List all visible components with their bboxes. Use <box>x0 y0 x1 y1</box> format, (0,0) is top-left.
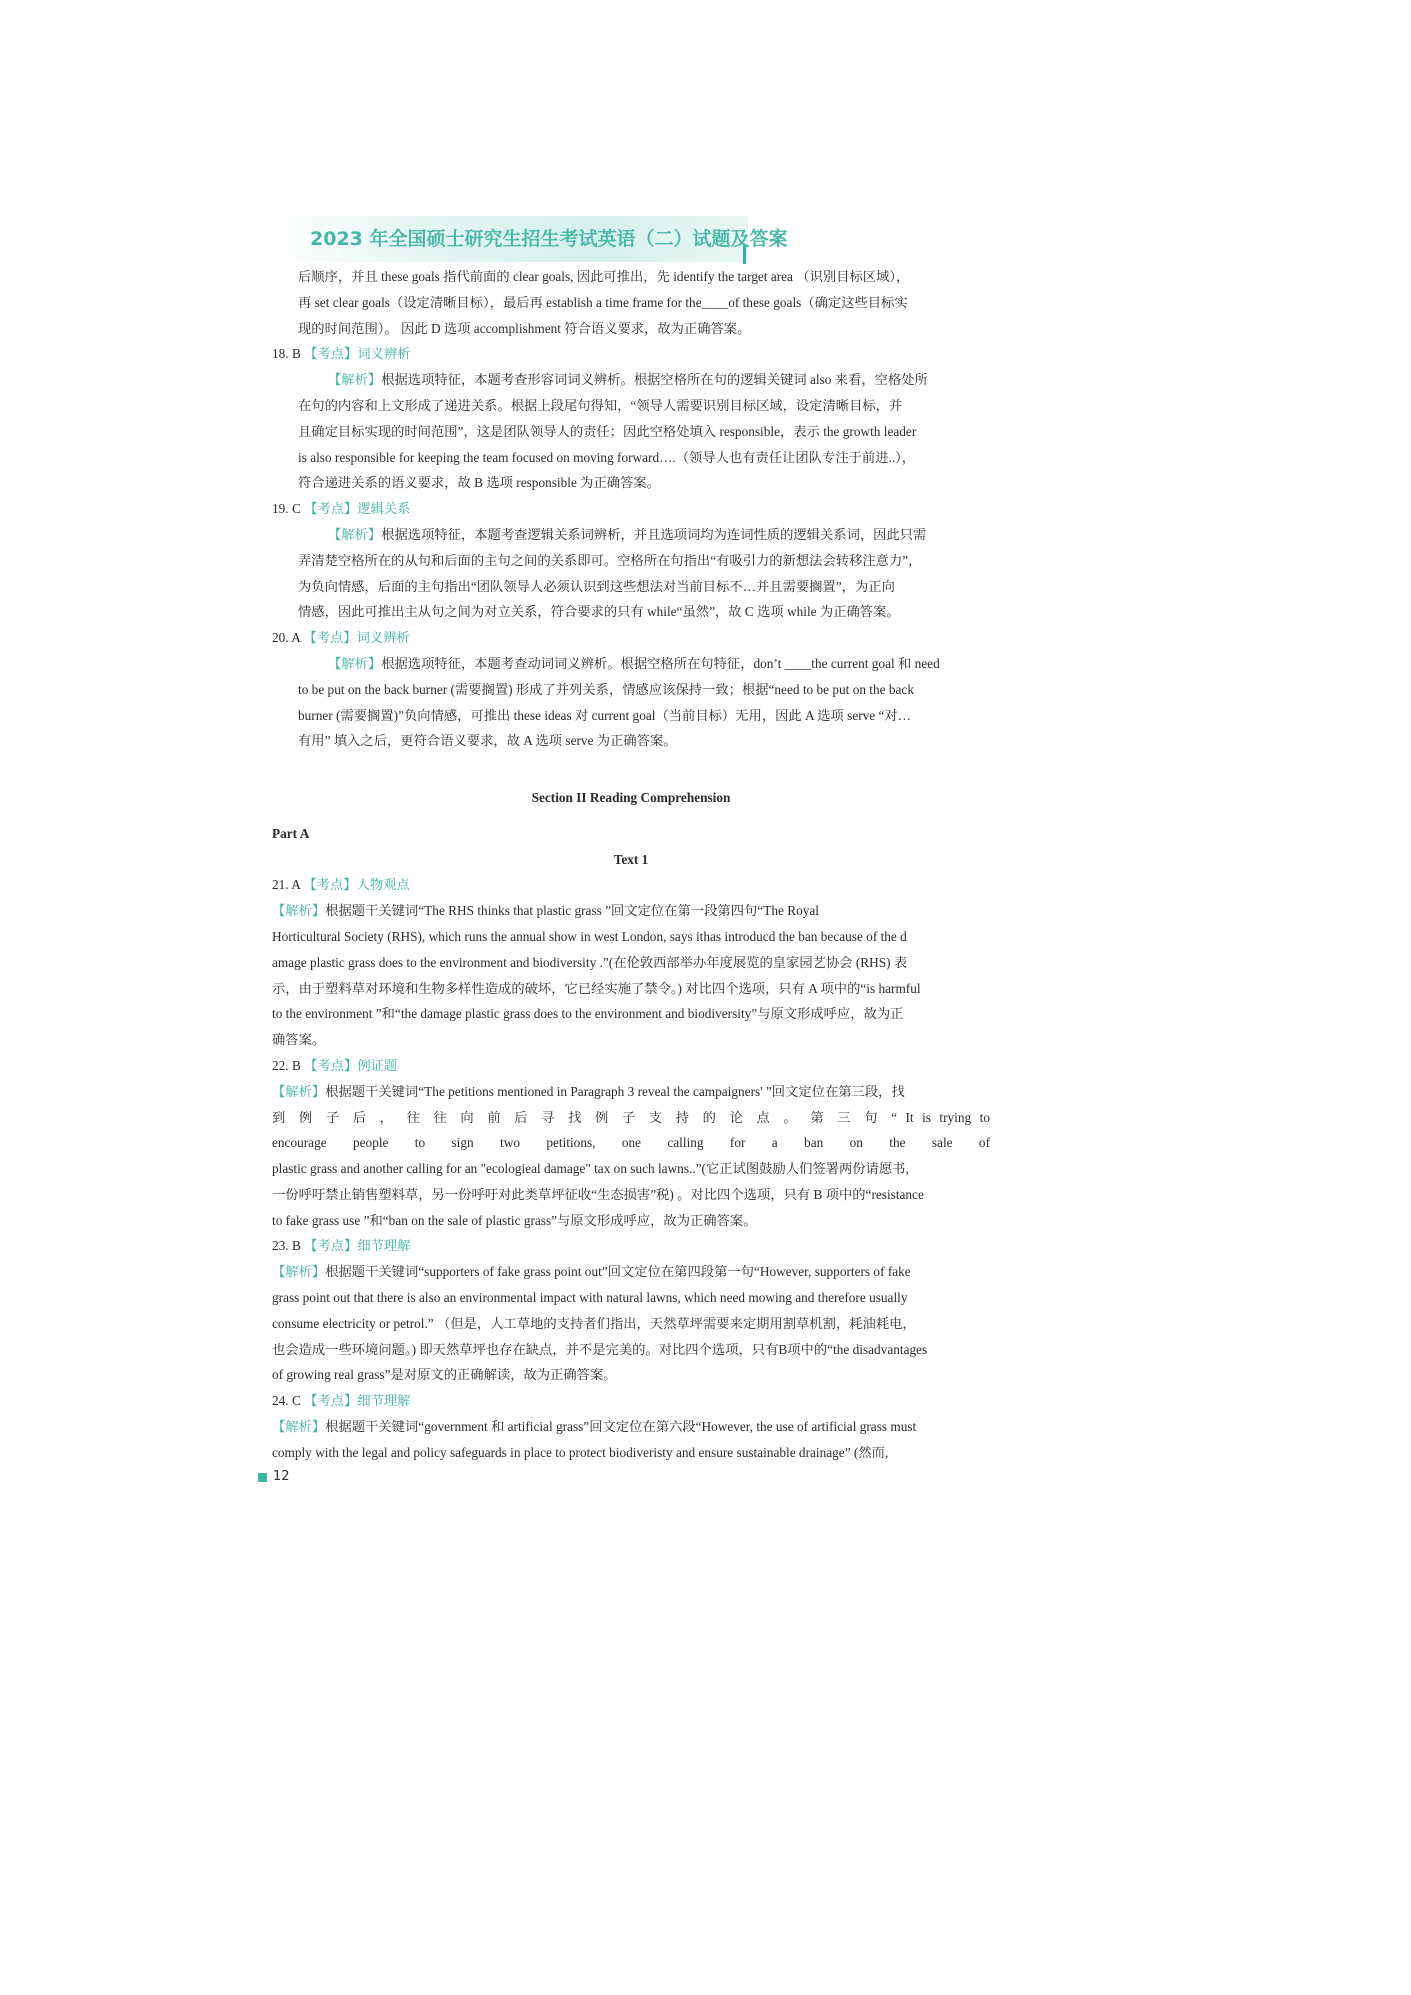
text-line: to the environment ”和“the damage plastic grass does to the environment and biodiversity”与原文形成呼应，故为正 <box>272 1006 904 1022</box>
text-line: 且确定目标实现的时间范围”，这是团队领导人的责任；因此空格处填入 responsible，表示 the growth leader <box>298 423 917 439</box>
text-line: 有用” 填入之后，更符合语义要求，故 A 选项 serve 为正确答案。 <box>298 733 677 749</box>
page-title: 2023 年全国硕士研究生招生考试英语（二）试题及答案 <box>310 228 788 250</box>
text-line: 在句的内容和上文形成了递进关系。根据上段尾句得知，“领导人需要识别目标区域，设定清晰目标，并 <box>298 397 903 413</box>
question-number: 22. B <box>272 1057 301 1073</box>
kaodian-topic: 人物观点 <box>356 877 410 893</box>
text-line: 确答案。 <box>272 1032 326 1048</box>
section-title: Section II Reading Comprehension <box>531 789 731 805</box>
question-number: 20. A <box>272 630 301 646</box>
text-line: comply with the legal and policy safeguards in place to protect biodiveristy and ensure sustainable drainage” (然而, <box>272 1444 889 1460</box>
question-23-heading <box>272 1233 990 1259</box>
text-line: 后顺序，并且 these goals 指代前面的 clear goals, 因此可推出，先 identify the target area （识别目标区域）， <box>298 269 910 284</box>
kaodian-tag: 【考点】 <box>303 630 357 646</box>
question-19-heading <box>272 496 990 522</box>
kaodian-tag: 【考点】 <box>304 346 358 362</box>
kaodian-topic: 例证题 <box>357 1057 398 1073</box>
text-line: 弄清楚空格所在的从句和后面的主句之间的关系即可。空格所在句指出“有吸引力的新想法会转移注意力”， <box>298 552 922 568</box>
kaodian-tag: 【考点】 <box>304 1057 358 1073</box>
page-number-marker-icon <box>258 1473 267 1482</box>
kaodian-topic: 逻辑关系 <box>357 501 411 517</box>
jiexi-tag: 【解析】 <box>272 903 326 919</box>
part-title: Part A <box>272 825 310 841</box>
text-line: of growing real grass”是对原文的正确解读，故为正确答案。 <box>272 1367 617 1383</box>
text-line: 到 例 子 后 ， 往 往 向 前 后 寻 找 例 子 支 持 的 论 点 。 第 三 句 “ It is trying to <box>272 1109 990 1125</box>
analysis-line: 【解析】根据题干关键词“government 和 artificial grass”回文定位在第六段“However, the use of artificial grass must <box>272 1419 917 1435</box>
kaodian-topic: 词义辨析 <box>357 346 411 362</box>
text-line: is also responsible for keeping the team focused on moving forward….（领导人也有责任让团队专注于前进..）， <box>298 449 916 465</box>
analysis-line: 【解析】根据题干关键词“supporters of fake grass point out”回文定位在第四段第一句“However, supporters of fake <box>272 1264 911 1280</box>
text-line: 符合递进关系的语义要求，故 B 选项 responsible 为正确答案。 <box>298 475 660 491</box>
text-line: burner (需要搁置)”负向情感，可推出 these ideas 对 current goal（当前目标）无用，因此 A 选项 serve “对… <box>298 707 912 723</box>
text-title: Text 1 <box>613 851 649 867</box>
jiexi-tag: 【解析】 <box>328 526 382 542</box>
text-line: 一份呼吁禁止销售塑料草，另一份呼吁对此类草坪征收“生态损害”税) 。对比四个选项，只有 B 项中的“resistance <box>272 1186 924 1202</box>
text-line: Horticultural Society (RHS), which runs the annual show in west London, says ithas introducd the ban because of the d <box>272 928 907 944</box>
text-line: to be put on the back burner (需要搁置) 形成了并列关系，情感应该保持一致；根据“need to be put on the back <box>298 681 914 697</box>
text-line: grass point out that there is also an environmental impact with natural lawns, which need mowing and therefore usually <box>272 1290 908 1306</box>
question-number: 24. C <box>272 1393 301 1409</box>
kaodian-topic: 细节理解 <box>357 1393 411 1409</box>
text-line: to fake grass use ”和“ban on the sale of plastic grass”与原文形成呼应，故为正确答案。 <box>272 1212 757 1228</box>
text-line: 也会造成一些环境问题。) 即天然草坪也存在缺点，并不是完美的。对比四个选项，只有B项中的“the disadvantages <box>272 1341 928 1357</box>
analysis-line: 【解析】根据题干关键词“The petitions mentioned in Paragraph 3 reveal the campaigners' ”回文定位在第三段，找 <box>272 1083 905 1099</box>
kaodian-tag: 【考点】 <box>304 1393 358 1409</box>
question-number: 23. B <box>272 1238 301 1254</box>
jiexi-tag: 【解析】 <box>272 1419 326 1435</box>
question-18-heading <box>272 341 990 367</box>
analysis-line: 【解析】根据选项特征，本题考查形容词词义辨析。根据空格所在句的逻辑关键词 also 来看，空格处所 <box>328 372 928 388</box>
text-line: 情感，因此可推出主从句之间为对立关系，符合要求的只有 while“虽然”，故 C 选项 while 为正确答案。 <box>298 604 900 620</box>
text-line: encourage people to sign two petitions, one calling for a ban on the sale of <box>272 1135 990 1151</box>
page-number: 12 <box>273 1469 290 1484</box>
kaodian-tag: 【考点】 <box>304 501 358 517</box>
text-line: 现的时间范围）。 因此 D 选项 accomplishment 符合语义要求，故为正确答案。 <box>298 320 751 336</box>
text-line: 再 set clear goals（设定清晰目标），最后再 establish a time frame for the____of these goals（确定这些目标实 <box>298 294 908 310</box>
question-21-heading <box>272 872 990 898</box>
analysis-line: 【解析】根据选项特征，本题考查动词词义辨析。根据空格所在句特征，don’t ____the current goal 和 need <box>328 655 940 671</box>
text-line: plastic grass and another calling for an "ecologieal damage" tax on such lawns..”(它正试图鼓励人们签署两份请愿书, <box>272 1161 909 1177</box>
analysis-line: 【解析】根据选项特征，本题考查逻辑关系词辨析，并且选项词均为连词性质的逻辑关系词，因此只需 <box>328 526 927 542</box>
jiexi-tag: 【解析】 <box>272 1264 326 1280</box>
question-number: 21. A <box>272 877 301 893</box>
question-22-heading <box>272 1053 990 1079</box>
question-24-heading <box>272 1388 990 1414</box>
text-line: 示，由于塑料草对环境和生物多样性造成的破坏，它已经实施了禁令。) 对比四个选项，只有 A 项中的“is harmful <box>272 980 921 996</box>
jiexi-tag: 【解析】 <box>328 655 382 671</box>
question-number: 19. C <box>272 501 301 517</box>
kaodian-topic: 词义辨析 <box>356 630 410 646</box>
jiexi-tag: 【解析】 <box>272 1083 326 1099</box>
text-line: consume electricity or petrol.” （但是，人工草地的支持者们指出，天然草坪需要来定期用割草机割，耗油耗电， <box>272 1315 916 1331</box>
text-line: amage plastic grass does to the environment and biodiversity .”(在伦敦西部举办年度展览的皇家园艺协会 (RHS) 表 <box>272 954 908 970</box>
jiexi-tag: 【解析】 <box>328 372 382 388</box>
analysis-line: 【解析】根据题干关键词“The RHS thinks that plastic grass ”回文定位在第一段第四句“The Royal <box>272 903 819 919</box>
question-number: 18. B <box>272 346 301 362</box>
kaodian-topic: 细节理解 <box>357 1238 411 1254</box>
kaodian-tag: 【考点】 <box>303 877 357 893</box>
document-body <box>272 264 990 1466</box>
kaodian-tag: 【考点】 <box>304 1238 358 1254</box>
question-20-heading <box>272 625 990 651</box>
text-line: 为负向情感，后面的主句指出“团队领导人必须认识到这些想法对当前目标不…并且需要搁置”，为正向 <box>298 578 895 594</box>
